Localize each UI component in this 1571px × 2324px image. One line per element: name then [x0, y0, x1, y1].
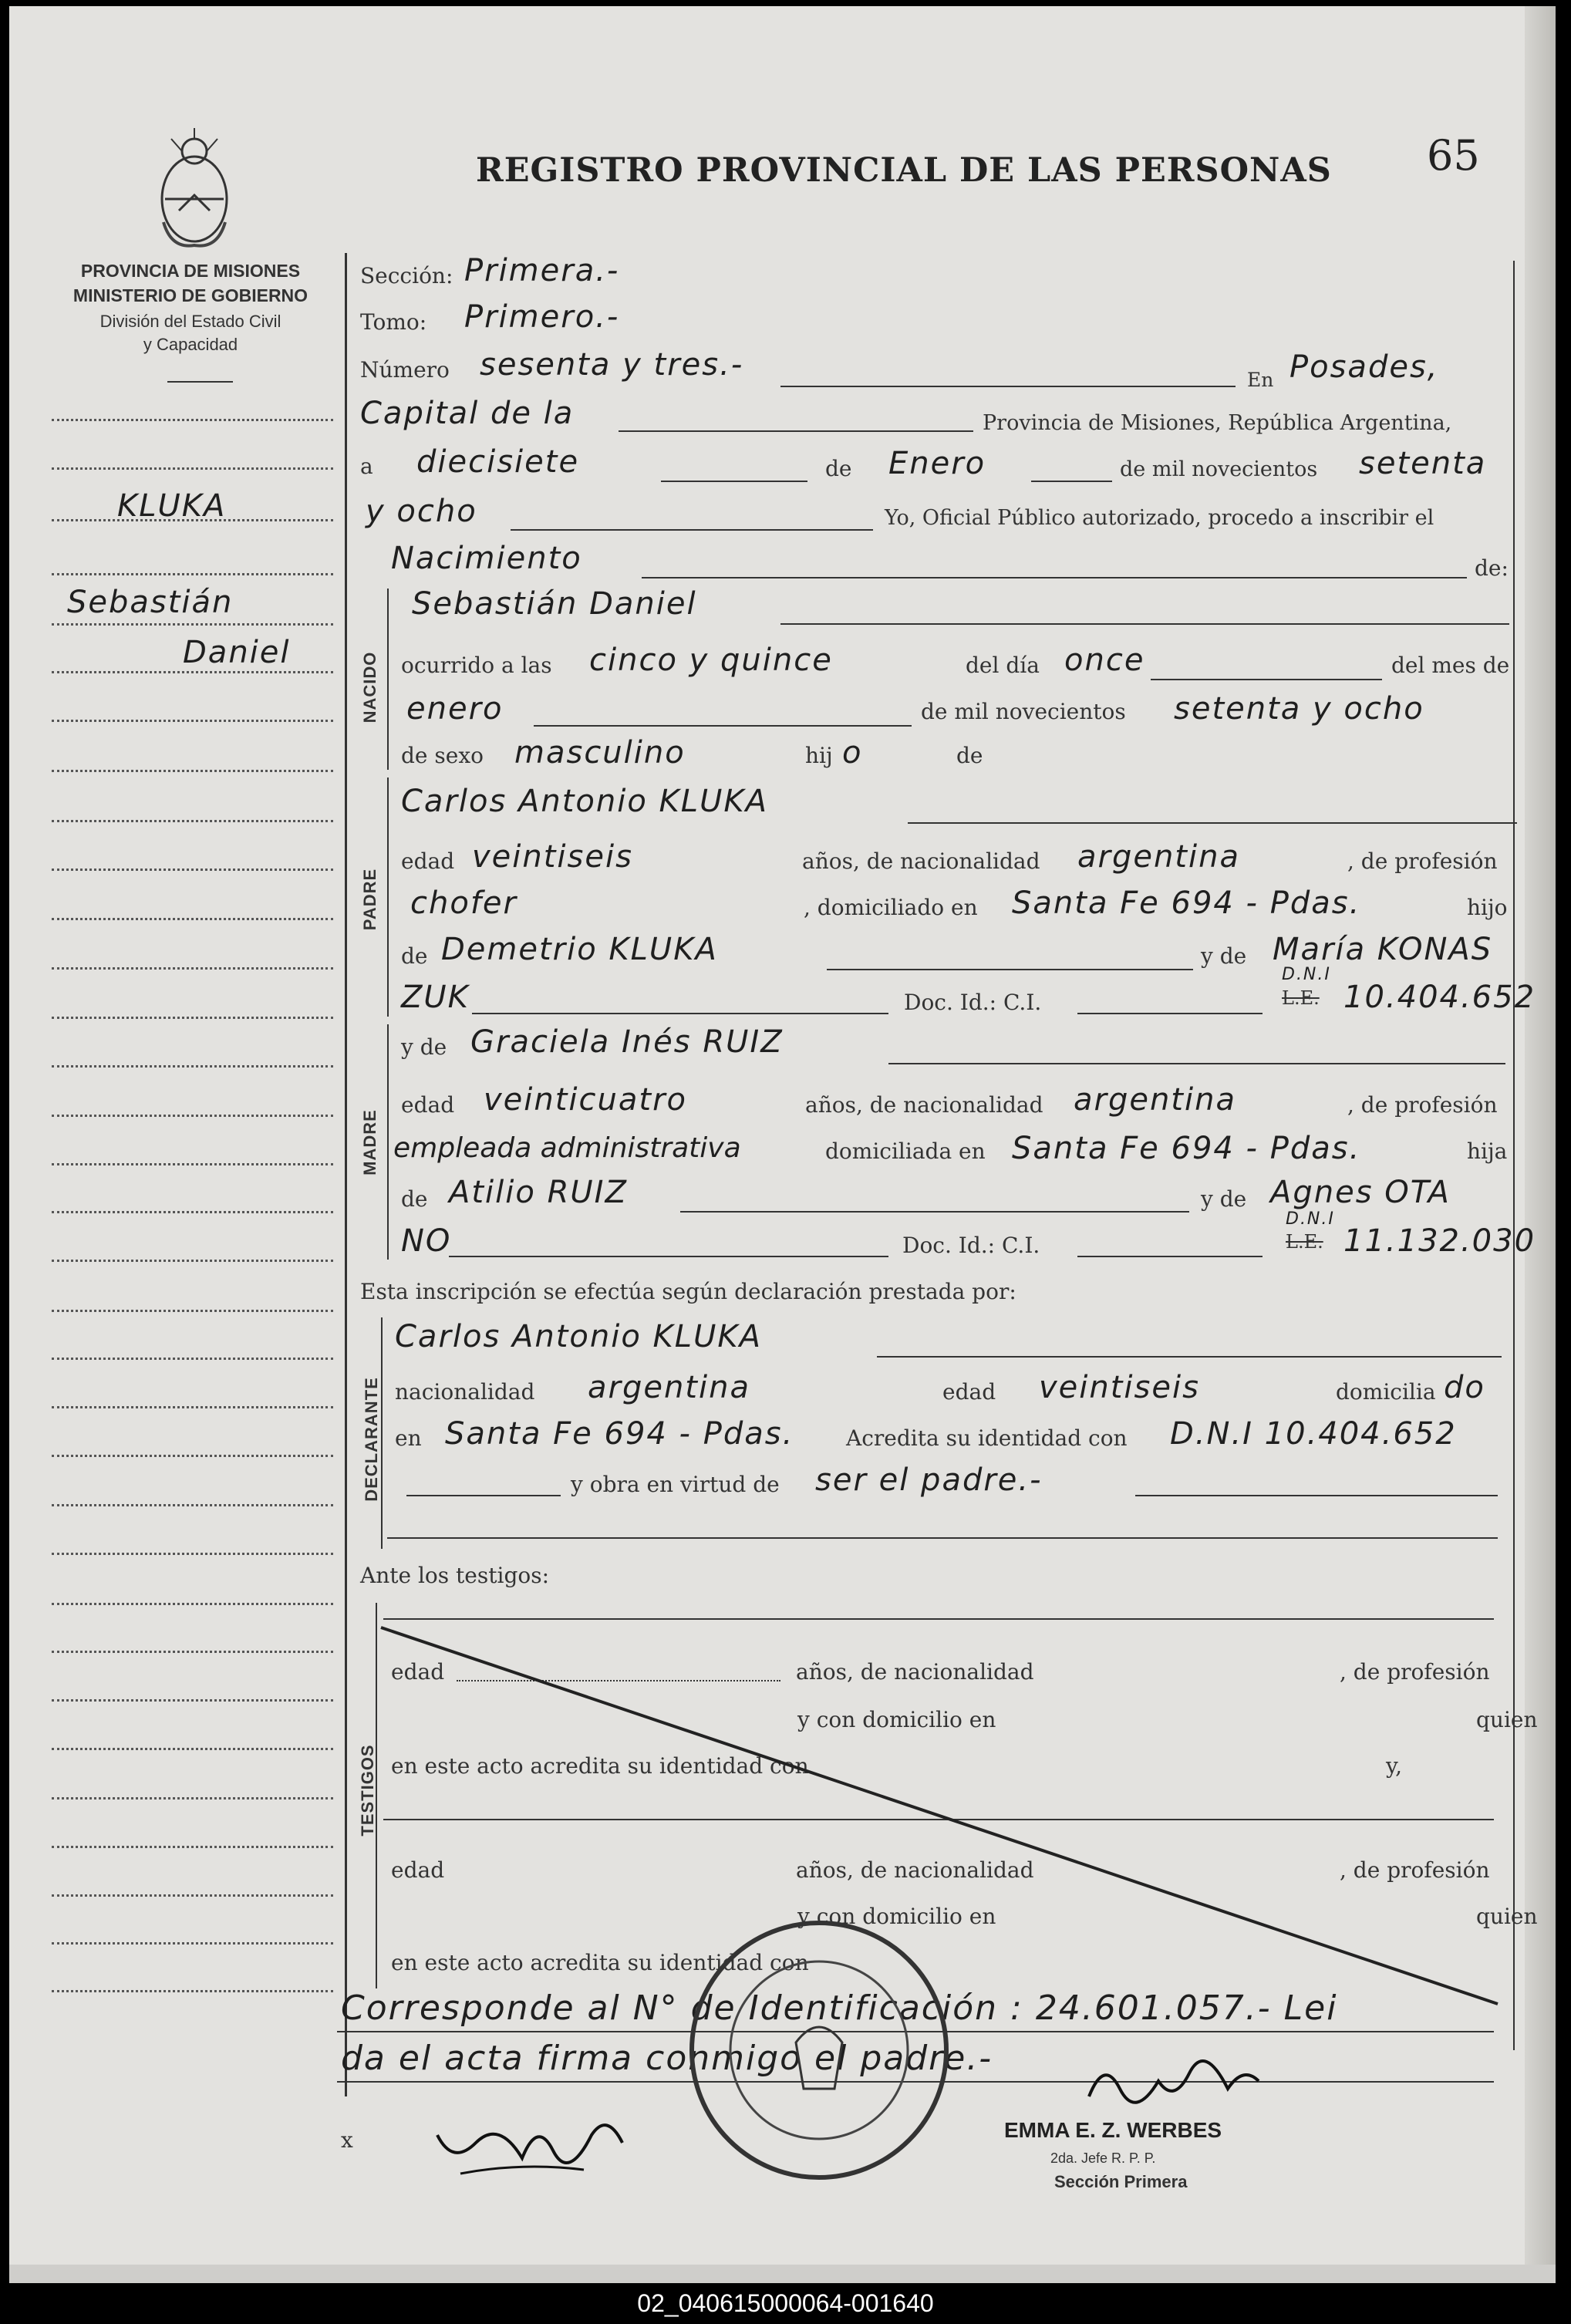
father-age-label: edad: [401, 848, 455, 874]
mother-prof-label: , de profesión: [1347, 1092, 1498, 1118]
fill-line: [780, 386, 1236, 387]
birth-month-value: enero: [406, 691, 504, 727]
father-nat-label: años, de nacionalidad: [802, 848, 1040, 874]
division-label: División del Estado Civil: [99, 312, 281, 331]
testigo2-acredita-label: en este acto acredita su identidad con: [391, 1950, 809, 1975]
nacido-rule: [387, 589, 389, 770]
x-mark: x: [341, 2127, 353, 2153]
margin-surname: KLUKA: [117, 488, 227, 524]
fill-line: [827, 969, 1193, 970]
act-value: Nacimiento: [391, 541, 582, 576]
maternal-grandfather: Atilio RUIZ: [449, 1175, 628, 1210]
testigo1-dom-label: y con domicilio en: [797, 1707, 996, 1732]
testigo2-dom-label: y con domicilio en: [797, 1904, 996, 1929]
fill-line: [680, 1211, 1189, 1213]
fill-line: [619, 430, 973, 432]
officer-signature: [1074, 2042, 1274, 2120]
fill-line: [383, 1618, 1494, 1620]
year-text: de mil novecientos: [1120, 457, 1318, 481]
frame-left-line: [345, 253, 347, 2096]
de-colon-label: de:: [1475, 555, 1509, 581]
mother-doc-struck: L.E.: [1286, 1231, 1323, 1253]
madre-section-label: MADRE: [360, 1109, 379, 1175]
testigo2-nat-label: años, de nacionalidad: [796, 1857, 1034, 1883]
declarante-nationality: argentina: [588, 1370, 750, 1405]
declarante-age-label: edad: [942, 1379, 996, 1405]
sex-label: de sexo: [401, 743, 484, 768]
province-text: Provincia de Misiones, República Argentina,: [983, 411, 1452, 435]
declarante-id-label: Acredita su identidad con: [846, 1425, 1128, 1451]
officer-name: EMMA E. Z. WERBES: [1004, 2118, 1222, 2142]
declarante-dom-label: domicilia: [1336, 1379, 1436, 1405]
testigo1-nat-label: años, de nacionalidad: [796, 1659, 1034, 1685]
nacido-name: Sebastián Daniel: [412, 586, 697, 622]
padre-rule: [387, 777, 389, 1017]
margin-given-name-1: Sebastián: [67, 585, 234, 620]
declarante-reason: ser el padre.-: [815, 1462, 1043, 1498]
father-hijo-label: hijo: [1467, 895, 1508, 920]
register-page: [9, 6, 1556, 2283]
year-value-2: y ocho: [366, 494, 477, 529]
city-value: Posades,: [1290, 349, 1439, 385]
mother-nat-label: años, de nacionalidad: [805, 1092, 1043, 1118]
fill-line: [780, 623, 1509, 625]
declarante-dom-suffix: do: [1444, 1370, 1485, 1405]
registry-seal: [680, 1911, 958, 2189]
padre-section-label: PADRE: [360, 868, 379, 931]
page-number: 65: [1427, 131, 1480, 180]
numero-label: Número: [360, 357, 450, 383]
fill-line: [1077, 1256, 1263, 1257]
testigo1-acredita-label: en este acto acredita su identidad con: [391, 1753, 809, 1779]
father-doc-label: Doc. Id.: C.I.: [904, 990, 1042, 1015]
footer-code: 02_040615000064-001640: [0, 2283, 1571, 2324]
fill-line: [511, 529, 873, 531]
mother-profession: empleada administrativa: [393, 1132, 741, 1164]
document-title: REGISTRO PROVINCIAL DE LAS PERSONAS: [476, 151, 1332, 190]
fill-line: [472, 1013, 888, 1014]
testigo1-quien-label: quien: [1476, 1707, 1538, 1732]
a-label: a: [360, 454, 373, 479]
tomo-value: Primero.-: [464, 299, 620, 335]
declarante-obra-label: y obra en virtud de: [571, 1472, 780, 1497]
page-edge: [1525, 6, 1556, 2283]
declarante-id-value: D.N.I 10.404.652: [1170, 1416, 1457, 1452]
en-label: En: [1247, 369, 1274, 391]
testigo2-quien-label: quien: [1476, 1904, 1538, 1929]
father-dom-label: , domiciliado en: [804, 895, 978, 920]
page-bottom-edge: [9, 2265, 1556, 2283]
mother-address: Santa Fe 694 - Pdas.: [1012, 1131, 1361, 1166]
hijo-suffix: o: [842, 735, 863, 771]
father-prof-label: , de profesión: [1347, 848, 1498, 874]
title-underline: [167, 381, 233, 383]
mother-nationality: argentina: [1074, 1082, 1236, 1118]
coat-of-arms-icon: [148, 122, 241, 253]
paternal-grandmother-1: María KONAS: [1273, 932, 1493, 967]
fill-line: [888, 1063, 1505, 1064]
father-age: veintiseis: [472, 839, 633, 875]
seccion-value: Primera.-: [464, 253, 620, 288]
declarante-address: Santa Fe 694 - Pdas.: [445, 1416, 794, 1452]
frame-right-line: [1513, 261, 1515, 2050]
fill-line: [1077, 1013, 1263, 1014]
testigo2-prof-label: , de profesión: [1340, 1857, 1490, 1883]
fill-line: [642, 577, 1467, 578]
maternal-grandmother-1: Agnes OTA: [1270, 1175, 1451, 1210]
note-line-2: da el acta firma conmigo el padre.-: [341, 2039, 993, 2078]
fill-line: [387, 1537, 1498, 1539]
madre-rule: [387, 1024, 389, 1260]
numero-value: sesenta y tres.-: [480, 347, 744, 383]
fill-line: [1151, 679, 1382, 680]
declarante-en-label: en: [395, 1425, 422, 1451]
nacido-section-label: NACIDO: [360, 651, 379, 724]
ministry-label: MINISTERIO DE GOBIERNO: [72, 285, 308, 305]
maternal-grandmother-2: NO: [401, 1223, 452, 1259]
seccion-label: Sección:: [360, 263, 453, 288]
father-name: Carlos Antonio KLUKA: [401, 784, 768, 819]
parent-signature: [430, 2089, 630, 2189]
mother-doc-label: Doc. Id.: C.I.: [902, 1233, 1040, 1258]
time-label: ocurrido a las: [401, 653, 552, 678]
officer-section: Sección Primera: [1054, 2172, 1188, 2191]
declarante-section-label: DECLARANTE: [362, 1377, 381, 1502]
mother-name: Graciela Inés RUIZ: [470, 1024, 784, 1060]
declarante-nat-label: nacionalidad: [395, 1379, 535, 1405]
mother-yde-label: y de: [401, 1034, 447, 1060]
declaration-text: Esta inscripción se efectúa según declaración prestada por:: [360, 1279, 1016, 1304]
officer-role: 2da. Jefe R. P. P.: [1050, 2150, 1156, 2166]
mother-hija-label: hija: [1467, 1138, 1508, 1164]
birth-day-value: once: [1064, 643, 1145, 678]
fill-line: [877, 1356, 1502, 1358]
father-address: Santa Fe 694 - Pdas.: [1012, 885, 1361, 921]
declarante-name: Carlos Antonio KLUKA: [395, 1319, 762, 1354]
year-value-1: setenta: [1359, 446, 1487, 481]
birth-year-text: de mil novecientos: [921, 699, 1126, 724]
note-line-1: Corresponde al N° de Identificación : 24.601.057.- Lei: [341, 1988, 1338, 2028]
province-label: PROVINCIA DE MISIONES: [80, 261, 301, 281]
father-nationality: argentina: [1077, 839, 1240, 875]
hijo-label: hij: [805, 743, 833, 768]
father-profession: chofer: [410, 885, 517, 921]
declarante-age: veintiseis: [1039, 1370, 1200, 1405]
sex-value: masculino: [514, 735, 686, 771]
del-dia-label: del día: [966, 653, 1040, 678]
de-label: de: [825, 456, 852, 481]
fill-line: [908, 822, 1517, 824]
month-value: Enero: [888, 446, 986, 481]
father-doc-type: D.N.I: [1282, 965, 1331, 984]
mother-dom-label: domiciliada en: [825, 1138, 986, 1164]
del-mes-label: del mes de: [1391, 653, 1510, 678]
father-yde-label: y de: [1201, 943, 1247, 969]
mother-doc-number: 11.132.030: [1343, 1223, 1536, 1259]
margin-given-name-2: Daniel: [183, 635, 291, 670]
fill-line: [661, 481, 807, 482]
capital-value: Capital de la: [360, 396, 575, 431]
father-de-label: de: [401, 943, 428, 969]
testigos-intro: Ante los testigos:: [360, 1563, 550, 1588]
testigo1-age-label: edad: [391, 1659, 445, 1685]
mother-de-label: de: [401, 1186, 428, 1212]
fill-line: [406, 1495, 561, 1496]
capacity-label: y Capacidad: [143, 335, 238, 354]
officer-text: Yo, Oficial Público autorizado, procedo a inscribir el: [885, 506, 1434, 530]
mother-age-label: edad: [401, 1092, 455, 1118]
tomo-label: Tomo:: [360, 309, 427, 335]
fill-line: [1135, 1495, 1498, 1496]
testigos-section-label: TESTIGOS: [358, 1744, 377, 1837]
fill-line: [449, 1256, 888, 1257]
time-value: cinco y quince: [589, 643, 833, 678]
father-doc-number: 10.404.652: [1343, 980, 1536, 1015]
fill-line: [534, 725, 912, 727]
mother-doc-type: D.N.I: [1286, 1209, 1335, 1229]
day-value: diecisiete: [416, 444, 580, 480]
testigo1-y-label: y,: [1386, 1753, 1402, 1779]
testigo1-prof-label: , de profesión: [1340, 1659, 1490, 1685]
father-doc-struck: L.E.: [1282, 987, 1320, 1009]
fill-line: [1031, 481, 1112, 482]
paternal-grandfather: Demetrio KLUKA: [441, 932, 718, 967]
mother-age: veinticuatro: [484, 1082, 687, 1118]
nacido-de-label: de: [956, 743, 983, 768]
mother-yde2-label: y de: [1201, 1186, 1247, 1212]
paternal-grandmother-2: ZUK: [401, 980, 470, 1015]
testigo2-age-label: edad: [391, 1857, 445, 1883]
birth-year-value: setenta y ocho: [1174, 691, 1424, 727]
